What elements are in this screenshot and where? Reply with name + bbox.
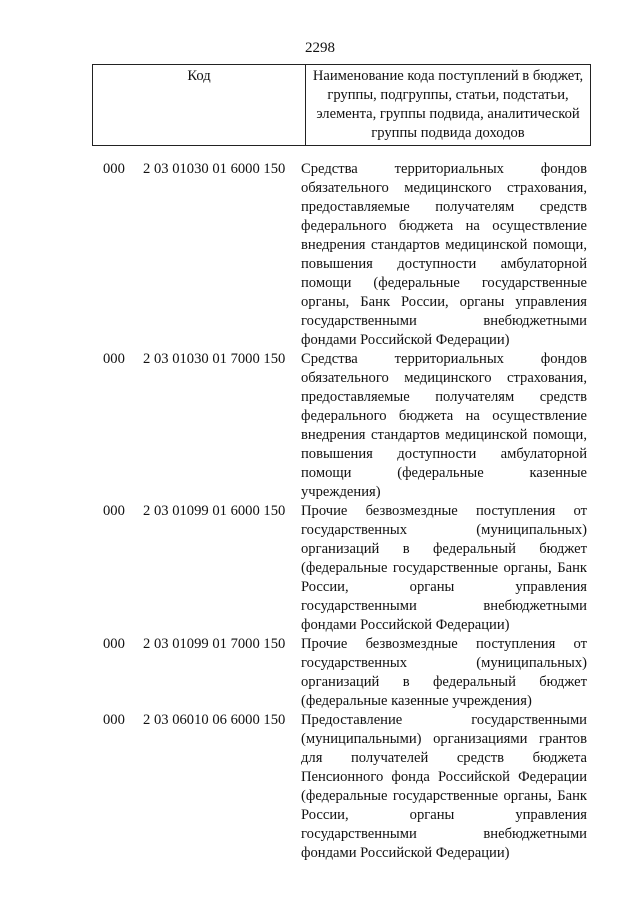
admin-code: 000 bbox=[103, 503, 125, 519]
name-header-line: элемента, группы подвида, аналитической bbox=[316, 106, 580, 122]
description-line: повышения доступности амбулаторной bbox=[301, 446, 587, 462]
description-line: организаций в федеральный бюджет bbox=[301, 674, 587, 690]
table-row bbox=[0, 635, 640, 711]
revenue-description bbox=[301, 160, 587, 350]
code-column-header: Код bbox=[93, 65, 306, 146]
name-header-line: группы подвида доходов bbox=[371, 125, 525, 141]
revenue-description bbox=[301, 350, 587, 502]
name-header-line: группы, подгруппы, статьи, подстатьи, bbox=[327, 87, 569, 103]
description-line: организаций в федеральный бюджет bbox=[301, 541, 587, 557]
description-line: государственными внебюджетными bbox=[301, 313, 587, 329]
description-line: учреждения) bbox=[301, 484, 381, 500]
revenue-code: 2 03 01030 01 7000 150 bbox=[143, 351, 286, 367]
description-line: государственных (муниципальных) bbox=[301, 655, 587, 671]
admin-code: 000 bbox=[103, 351, 125, 367]
description-line: государственными внебюджетными bbox=[301, 826, 587, 842]
description-line: фондами Российской Федерации) bbox=[301, 332, 510, 348]
page-number: 2298 bbox=[305, 40, 335, 56]
description-line: государственных (муниципальных) bbox=[301, 522, 587, 538]
revenue-description bbox=[301, 502, 587, 635]
description-line: федерального бюджета на осуществление bbox=[301, 408, 587, 424]
description-line: (федеральные государственные органы, Банк bbox=[301, 560, 587, 576]
description-line: Прочие безвозмездные поступления от bbox=[301, 636, 587, 652]
revenue-code: 2 03 01099 01 6000 150 bbox=[143, 503, 286, 519]
table-row bbox=[0, 502, 640, 635]
revenue-code: 2 03 01030 01 6000 150 bbox=[143, 161, 286, 177]
description-line: внедрения стандартов медицинской помощи, bbox=[301, 237, 587, 253]
admin-code: 000 bbox=[103, 712, 125, 728]
description-line: предоставляемые получателям средств bbox=[301, 389, 587, 405]
description-line: обязательного медицинского страхования, bbox=[301, 180, 587, 196]
description-line: помощи (федеральные государственные bbox=[301, 275, 587, 291]
name-column-header bbox=[306, 65, 591, 146]
description-line: обязательного медицинского страхования, bbox=[301, 370, 587, 386]
description-line: внедрения стандартов медицинской помощи, bbox=[301, 427, 587, 443]
table-body bbox=[0, 160, 640, 863]
revenue-description bbox=[301, 711, 587, 863]
description-line: России, органы управления bbox=[301, 579, 587, 595]
description-line: государственными внебюджетными bbox=[301, 598, 587, 614]
description-line: повышения доступности амбулаторной bbox=[301, 256, 587, 272]
admin-code: 000 bbox=[103, 636, 125, 652]
description-line: России, органы управления bbox=[301, 807, 587, 823]
table-row bbox=[0, 160, 640, 350]
table-row bbox=[0, 711, 640, 863]
revenue-code: 2 03 01099 01 7000 150 bbox=[143, 636, 286, 652]
table-row bbox=[0, 350, 640, 502]
description-line: Предоставление государственными bbox=[301, 712, 587, 728]
revenue-code: 2 03 06010 06 6000 150 bbox=[143, 712, 286, 728]
description-line: (федеральные казенные учреждения) bbox=[301, 693, 532, 709]
description-line: органы, Банк России, органы управления bbox=[301, 294, 587, 310]
description-line: Прочие безвозмездные поступления от bbox=[301, 503, 587, 519]
description-line: (федеральные государственные органы, Банк bbox=[301, 788, 587, 804]
description-line: фондами Российской Федерации) bbox=[301, 617, 510, 633]
description-line: помощи (федеральные казенные bbox=[301, 465, 587, 481]
description-line: предоставляемые получателям средств bbox=[301, 199, 587, 215]
description-line: Пенсионного фонда Российской Федерации bbox=[301, 769, 587, 785]
table-header bbox=[92, 64, 591, 146]
description-line: для получателей средств бюджета bbox=[301, 750, 587, 766]
admin-code: 000 bbox=[103, 161, 125, 177]
description-line: Средства территориальных фондов bbox=[301, 161, 587, 177]
description-line: федерального бюджета на осуществление bbox=[301, 218, 587, 234]
description-line: фондами Российской Федерации) bbox=[301, 845, 510, 861]
revenue-description bbox=[301, 635, 587, 711]
description-line: (муниципальными) организациями грантов bbox=[301, 731, 587, 747]
name-header-line: Наименование кода поступлений в бюджет, bbox=[312, 68, 584, 84]
description-line: Средства территориальных фондов bbox=[301, 351, 587, 367]
